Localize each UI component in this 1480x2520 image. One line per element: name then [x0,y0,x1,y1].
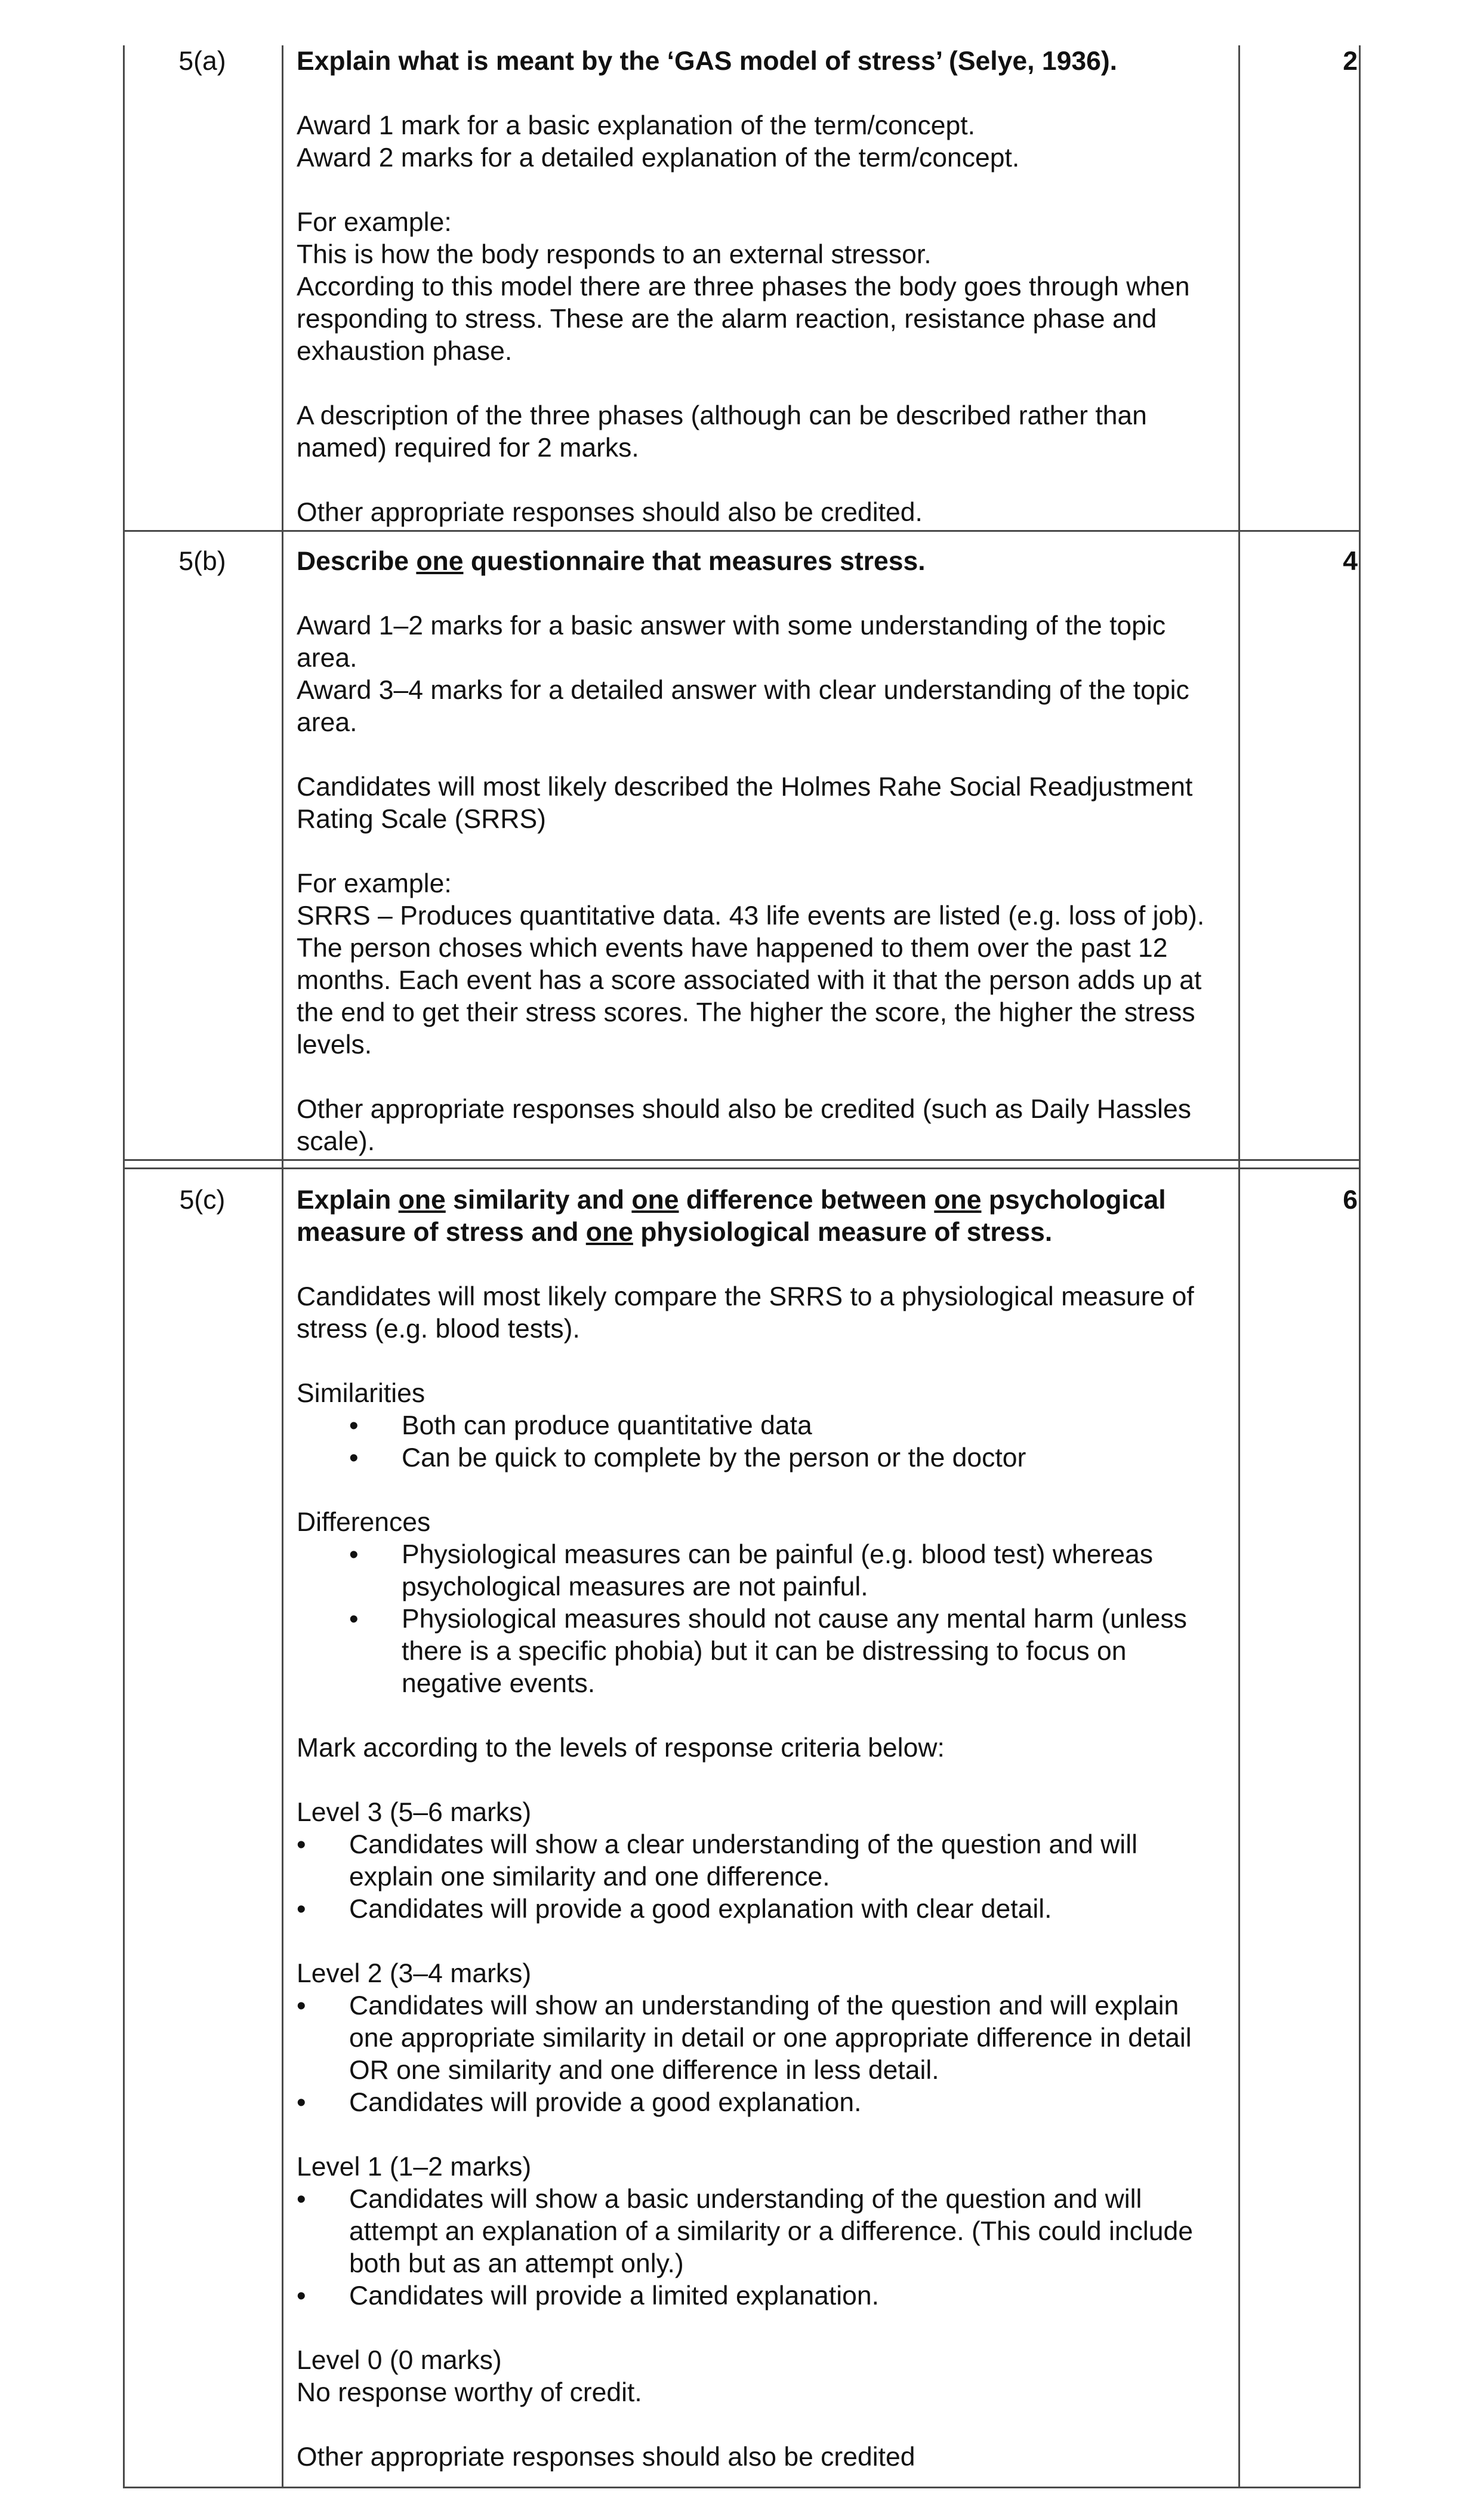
level-title: Level 2 (3–4 marks) [297,1959,532,1988]
bullet-icon: • [297,2185,306,2214]
list-item-text: Candidates will provide a good explanation with clear detail. [349,1894,1052,1924]
award-line: Award 1–2 marks for a basic answer with some understanding of the topic area. [297,611,1166,673]
award-line: Award 3–4 marks for a detailed answer with clear understanding of the topic area. [297,676,1189,737]
level-criteria-list [297,2183,1228,2312]
example-text: According to this model there are three phases the body goes through when responding to stress. These are the alarm reaction, resistance phase and exhaustion phase. [297,272,1190,366]
list-item-text: Physiological measures can be painful (e.g. blood test) whereas psychological measures are not painful. [402,1540,1154,1601]
bullet-icon: • [297,2281,306,2310]
question-number: 5(a) [178,47,226,76]
bullet-icon: • [297,1991,306,2020]
list-item [297,1442,1228,1474]
list-item [297,1410,1228,1442]
question-marks: 2 [1343,47,1358,76]
bullet-icon: • [349,1411,359,1440]
other-responses-note: Other appropriate responses should also be credited. [297,498,923,527]
question-number: 5(c) [179,1185,226,1215]
question-number: 5(b) [178,547,226,576]
answer-cell-5a [297,45,1228,529]
other-responses-note: Other appropriate responses should also be credited [297,2442,915,2472]
question-text-part: Explain [297,1185,399,1215]
list-item [297,2183,1228,2280]
similarities-label: Similarities [297,1379,426,1408]
list-item-text: Candidates will provide a limited explanation. [349,2281,880,2310]
bullet-icon: • [349,1604,359,1634]
level-title: Level 1 (1–2 marks) [297,2152,532,2182]
levels-intro: Mark according to the levels of response criteria below: [297,1733,945,1763]
question-marks: 4 [1343,547,1358,576]
differences-list [297,1539,1228,1700]
example-text: SRRS – Produces quantitative data. 43 life events are listed (e.g. loss of job). The person choses which events have happened to them over the past 12 months. Each event has a score associated with it that the person adds up at the end to get their stress scores. The higher the score, the higher the stress levels. [297,901,1205,1059]
example-label: For example: [297,869,452,898]
question-text-underlined: one [398,1185,446,1215]
level-title: Level 0 (0 marks) [297,2346,502,2375]
level-text: No response worthy of credit. [297,2378,642,2407]
table-border-bottom [123,2487,1361,2488]
list-item [297,2280,1228,2312]
bullet-icon: • [297,1894,306,1924]
list-item-text: Candidates will show an understanding of the question and will explain one appropriate similarity in detail or one appropriate difference in detail OR one similarity and one difference in less detail. [349,1991,1192,2085]
answer-cell-5b [297,546,1228,1158]
table-border-right [1359,45,1361,2488]
likely-answer-note: Candidates will most likely compare the SRRS to a physiological measure of stress (e.g. blood tests). [297,1282,1194,1344]
question-marks: 6 [1343,1185,1358,1215]
level-criteria-list [297,1990,1228,2119]
list-item-text: Can be quick to complete by the person or the doctor [402,1443,1026,1472]
row-separator-double-top [123,1159,1361,1161]
bullet-icon: • [349,1540,359,1569]
list-item [297,2087,1228,2119]
list-item-text: Candidates will provide a good explanation. [349,2088,862,2117]
list-item [297,1893,1228,1926]
list-item-text: Both can produce quantitative data [402,1411,812,1440]
list-item [297,1829,1228,1893]
level-criteria-list [297,1829,1228,1926]
row-separator [123,530,1361,532]
list-item-text: Candidates will show a clear understanding of the question and will explain one similarity and one difference. [349,1830,1137,1891]
table-divider-marks [1238,45,1240,2488]
question-text-underlined: one [631,1185,679,1215]
award-line: Award 2 marks for a detailed explanation of the term/concept. [297,143,1020,172]
answer-cell-5c [297,1184,1228,2473]
question-text-part: similarity and [445,1185,632,1215]
other-responses-note: Other appropriate responses should also be credited (such as Daily Hassles scale). [297,1095,1191,1156]
question-text-underlined: one [934,1185,982,1215]
question-text-underlined: one [585,1218,633,1247]
row-separator-double-bottom [123,1167,1361,1169]
question-text: Explain what is meant by the ‘GAS model of stress’ (Selye, 1936). [297,47,1118,76]
bullet-icon: • [297,1830,306,1859]
question-text [297,546,1228,578]
bullet-icon: • [349,1443,359,1472]
question-text-part: physiological measure of stress. [633,1218,1053,1247]
example-label: For example: [297,208,452,237]
likely-answer-note: Candidates will most likely described the Holmes Rahe Social Readjustment Rating Scale (SRRS) [297,772,1193,834]
bullet-icon: • [297,2088,306,2117]
award-line: Award 1 mark for a basic explanation of the term/concept. [297,111,975,140]
question-text-part: psychological measure of stress and [297,1185,1166,1247]
example-text: This is how the body responds to an external stressor. [297,240,932,269]
list-item [297,1603,1228,1700]
similarities-list [297,1410,1228,1474]
table-divider-number [282,45,283,2488]
question-text-part: difference between [679,1185,935,1215]
question-text [297,1184,1228,1249]
question-text-part: questionnaire that measures stress. [463,547,926,576]
question-text-part: Describe [297,547,417,576]
list-item-text: Physiological measures should not cause any mental harm (unless there is a specific phobia) but it can be distressing to focus on negative events. [402,1604,1187,1698]
list-item [297,1539,1228,1603]
differences-label: Differences [297,1508,431,1537]
table-border-left [123,45,125,2488]
list-item-text: Candidates will show a basic understanding of the question and will attempt an explanation of a similarity or a difference. (This could include both but as an attempt only.) [349,2185,1194,2278]
guidance-note: A description of the three phases (although can be described rather than named) required for 2 marks. [297,401,1147,463]
level-title: Level 3 (5–6 marks) [297,1798,532,1827]
list-item [297,1990,1228,2087]
question-text-underlined: one [416,547,464,576]
